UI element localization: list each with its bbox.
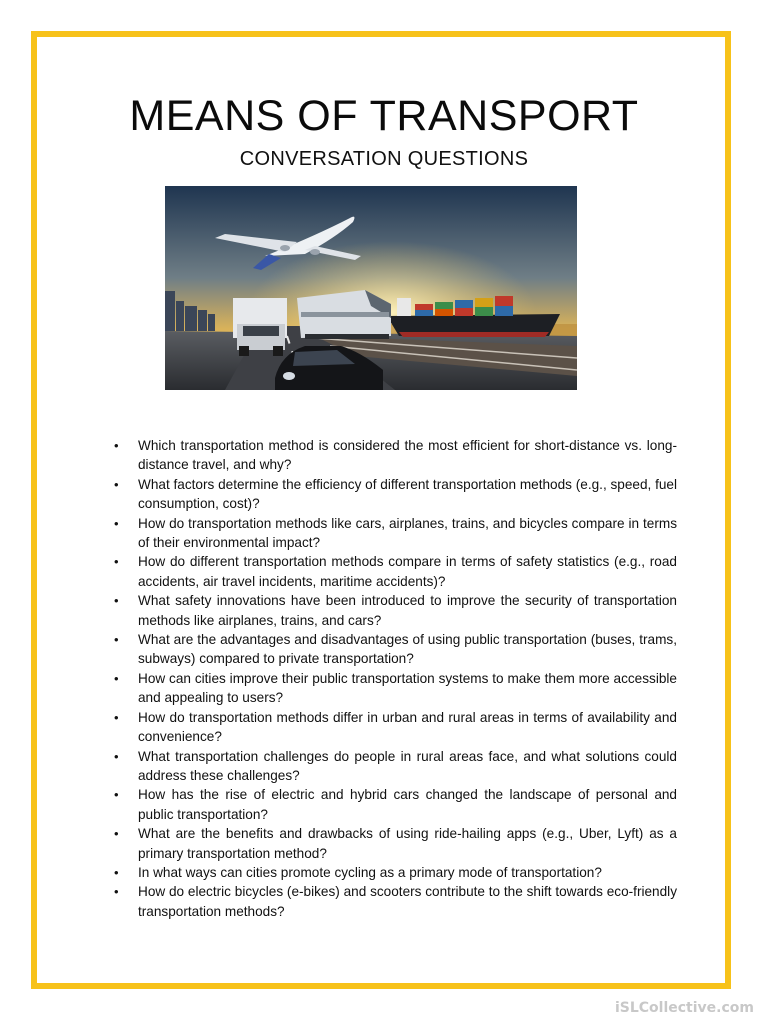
watermark: iSLCollective.com bbox=[614, 1000, 754, 1016]
question-text: What safety innovations have been introduced to improve the security of transportation methods like airplanes, trains, and cars? bbox=[138, 593, 677, 628]
question-item bbox=[107, 708, 677, 747]
truck-icon bbox=[233, 298, 287, 356]
question-text: How do transportation methods like cars, airplanes, trains, and bicycles compare in terms of their environmental impact? bbox=[138, 515, 677, 551]
question-item bbox=[107, 514, 677, 553]
question-item bbox=[107, 475, 677, 514]
question-text: How do transportation methods differ in urban and rural areas in terms of availability and convenience? bbox=[138, 709, 677, 745]
question-item bbox=[107, 630, 677, 669]
question-item bbox=[107, 669, 677, 708]
question-item bbox=[107, 863, 677, 882]
transport-hero-image bbox=[165, 186, 577, 390]
page-title: MEANS OF TRANSPORT bbox=[129, 92, 639, 140]
question-item bbox=[107, 436, 677, 475]
question-text: How can cities improve their public transportation systems to make them more accessible and appealing to users? bbox=[138, 670, 677, 706]
bullet-icon: • bbox=[114, 632, 119, 648]
page-subtitle: CONVERSATION QUESTIONS bbox=[239, 148, 529, 170]
question-item bbox=[107, 882, 677, 921]
bullet-icon: • bbox=[114, 748, 119, 764]
bullet-icon: • bbox=[114, 709, 119, 725]
bullet-icon: • bbox=[114, 593, 119, 609]
train-icon bbox=[297, 290, 391, 339]
bullet-icon: • bbox=[114, 884, 119, 900]
question-text: How do different transportation methods compare in terms of safety statistics (e.g., road accidents, air travel incidents, maritime accidents)? bbox=[138, 554, 677, 589]
question-text: What transportation challenges do people in rural areas face, and what solutions could address these challenges? bbox=[138, 748, 677, 783]
question-item bbox=[107, 552, 677, 591]
question-text: What are the advantages and disadvantages of using public transportation (buses, trams, subways) compared to private transportation? bbox=[138, 632, 677, 667]
bullet-icon: • bbox=[114, 515, 119, 531]
bullet-icon: • bbox=[114, 476, 119, 492]
question-text: In what ways can cities promote cycling as a primary mode of transportation? bbox=[138, 864, 602, 880]
bullet-icon: • bbox=[114, 826, 119, 842]
bullet-icon: • bbox=[114, 787, 119, 803]
question-text: How has the rise of electric and hybrid cars changed the landscape of personal and public transportation? bbox=[138, 787, 677, 822]
question-item bbox=[107, 591, 677, 630]
question-text: What factors determine the efficiency of different transportation methods (e.g., speed, fuel consumption, cost)? bbox=[138, 476, 678, 512]
bullet-icon: • bbox=[114, 554, 119, 570]
question-list bbox=[107, 436, 677, 921]
bullet-icon: • bbox=[114, 864, 119, 880]
bullet-icon: • bbox=[114, 670, 119, 686]
question-item bbox=[107, 747, 677, 786]
question-item bbox=[107, 824, 677, 863]
question-text: Which transportation method is considered the most efficient for short-distance vs. long-distance travel, and why? bbox=[138, 438, 677, 473]
bullet-icon: • bbox=[114, 438, 119, 453]
question-text: How do electric bicycles (e-bikes) and scooters contribute to the shift towards eco-friendly transportation methods? bbox=[138, 884, 677, 919]
question-item bbox=[107, 785, 677, 824]
question-text: What are the benefits and drawbacks of using ride-hailing apps (e.g., Uber, Lyft) as a primary transportation method? bbox=[138, 826, 677, 861]
